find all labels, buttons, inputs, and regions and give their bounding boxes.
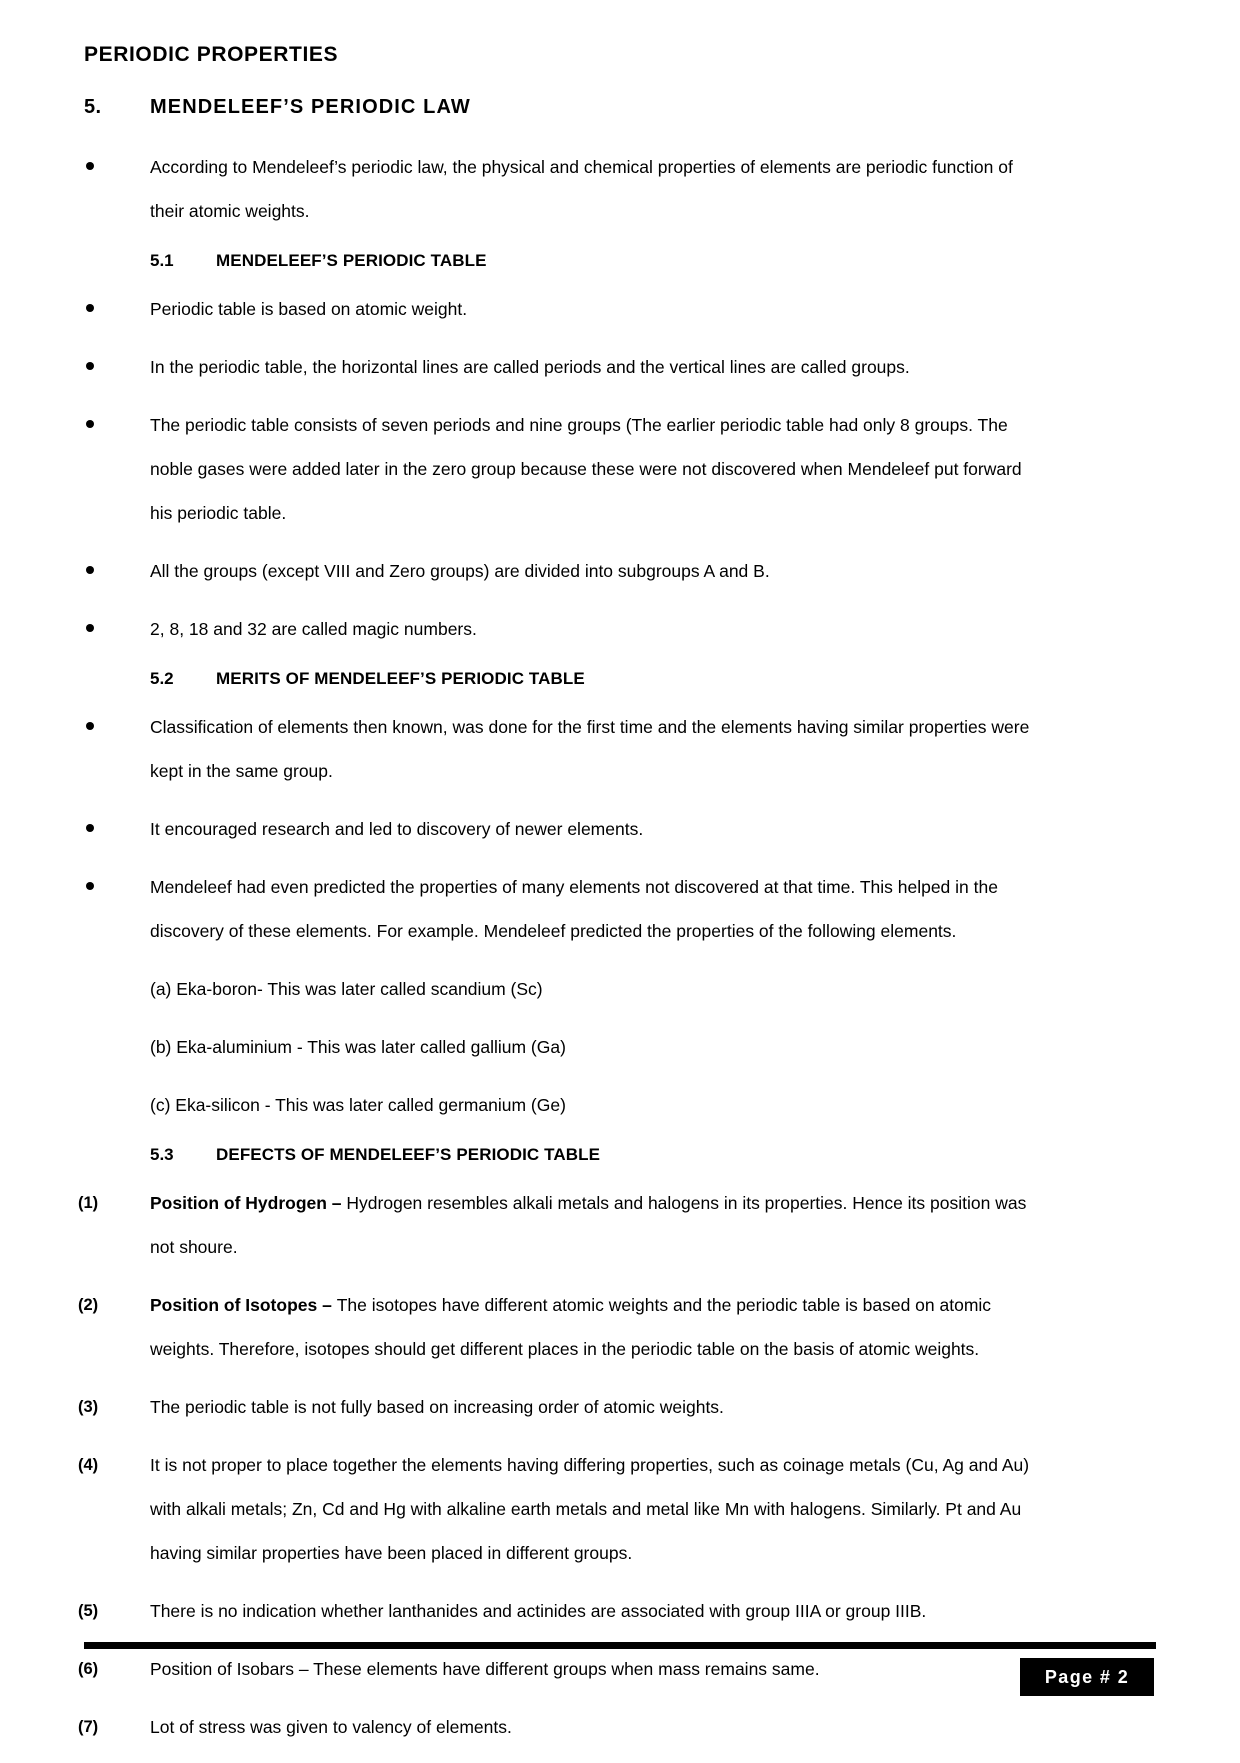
numbered-item-marker: (5) [78, 1602, 99, 1620]
numbered-item-text [150, 1385, 1034, 1429]
document-body [78, 96, 1034, 1763]
numbered-item-marker: (7) [78, 1718, 99, 1736]
numbered-item-text [150, 1443, 1034, 1575]
subsection-title: DEFECTS OF MENDELEEF’S PERIODIC TABLE [216, 1145, 601, 1164]
numbered-item [78, 1705, 1034, 1749]
numbered-item-rest: The isotopes have different atomic weights and the periodic table is based on atomic weights. Therefore, isotopes should get different places in the periodic table on the basis of atomic weights. [150, 1295, 992, 1359]
section-heading [84, 96, 1034, 119]
subsection-title: MENDELEEF’S PERIODIC TABLE [216, 251, 487, 270]
bullet-icon [84, 607, 150, 651]
numbered-item-marker: (2) [78, 1296, 99, 1314]
bullet-icon [84, 705, 150, 749]
subsection-number: 5.3 [150, 1145, 174, 1164]
lettered-item: (c) Eka-silicon - This was later called germanium (Ge) [150, 1095, 566, 1115]
numbered-item-marker: (3) [78, 1398, 99, 1416]
list-item-text: 2, 8, 18 and 32 are called magic numbers. [150, 619, 477, 639]
lettered-item: (b) Eka-aluminium - This was later called gallium (Ga) [150, 1037, 566, 1057]
numbered-item [78, 1385, 1034, 1429]
list-item [84, 287, 1034, 331]
numbered-item-lead: Position of Isotopes – [150, 1295, 337, 1315]
numbered-item [78, 1181, 1034, 1269]
numbered-item [78, 1647, 1034, 1691]
list-item-text: It encouraged research and led to discovery of newer elements. [150, 819, 644, 839]
numbered-item-rest: Lot of stress was given to valency of elements. [150, 1717, 512, 1737]
list-item [84, 705, 1034, 793]
numbered-item [78, 1589, 1034, 1633]
numbered-item-marker: (1) [78, 1194, 99, 1212]
numbered-item-rest: There is no indication whether lanthanides and actinides are associated with group IIIA or group IIIB. [150, 1601, 927, 1621]
list-item-text: Periodic table is based on atomic weight. [150, 299, 468, 319]
list-item [84, 549, 1034, 593]
list-item [84, 403, 1034, 535]
list-item-text: Classification of elements then known, was done for the first time and the elements having similar properties were kept in the same group. [150, 717, 1030, 781]
numbered-item-marker: (4) [78, 1456, 99, 1474]
running-head: PERIODIC PROPERTIES [84, 43, 339, 66]
numbered-item-text [150, 1705, 1034, 1749]
numbered-item-marker: (6) [78, 1660, 99, 1678]
subsection-heading-5-2 [84, 669, 1034, 689]
bullet-icon [84, 865, 150, 909]
bullet-icon [84, 403, 150, 447]
page-number-badge: Page # 2 [1020, 1658, 1154, 1696]
list-item [84, 345, 1034, 389]
numbered-item-text [150, 1283, 1034, 1371]
section-number: 5. [84, 96, 102, 118]
numbered-item-rest: Position of Isobars – These elements have different groups when mass remains same. [150, 1659, 820, 1679]
bullet-icon [84, 807, 150, 851]
subsection-heading-5-3 [84, 1145, 1034, 1165]
subsection-title: MERITS OF MENDELEEF’S PERIODIC TABLE [216, 669, 585, 688]
list-item [84, 145, 1034, 233]
list-item [84, 865, 1034, 953]
list-item [84, 807, 1034, 851]
numbered-item-text [150, 1181, 1034, 1269]
lettered-item: (a) Eka-boron- This was later called scandium (Sc) [150, 979, 543, 999]
list-item [84, 607, 1034, 651]
bullet-icon [84, 549, 150, 593]
list-item-text: All the groups (except VIII and Zero groups) are divided into subgroups A and B. [150, 561, 770, 581]
subsection-heading-5-1 [84, 251, 1034, 271]
list-item-text: In the periodic table, the horizontal lines are called periods and the vertical lines are called groups. [150, 357, 910, 377]
list-item-text: The periodic table consists of seven periods and nine groups (The earlier periodic table had only 8 groups. The noble gases were added later in the zero group because these were not discovered when Mendeleef put forward his periodic table. [150, 415, 1022, 523]
bullet-icon [84, 287, 150, 331]
list-item-text: Mendeleef had even predicted the properties of many elements not discovered at that time. This helped in the discovery of these elements. For example. Mendeleef predicted the properties of the following elements. [150, 877, 998, 941]
bullet-icon [84, 145, 150, 189]
numbered-item-rest: It is not proper to place together the elements having differing properties, such as coinage metals (Cu, Ag and Au) with alkali metals; Zn, Cd and Hg with alkaline earth metals and metal like Mn with halogens. Similarly. Pt and Au having similar properties have been placed in different groups. [150, 1455, 1030, 1563]
list-item-text: According to Mendeleef’s periodic law, the physical and chemical properties of elements are periodic function of their atomic weights. [150, 157, 1013, 221]
numbered-item-text [150, 1647, 1034, 1691]
numbered-item [78, 1443, 1034, 1575]
numbered-item-text [150, 1589, 1034, 1633]
subsection-number: 5.1 [150, 251, 174, 270]
numbered-item-rest: The periodic table is not fully based on increasing order of atomic weights. [150, 1397, 724, 1417]
subsection-number: 5.2 [150, 669, 174, 688]
numbered-item-rest: Hydrogen resembles alkali metals and halogens in its properties. Hence its position was not shoure. [150, 1193, 1027, 1257]
bullet-icon [84, 345, 150, 389]
numbered-item [78, 1283, 1034, 1371]
section-title: MENDELEEF’S PERIODIC LAW [150, 96, 471, 118]
footer-divider [84, 1642, 1156, 1649]
numbered-item-lead: Position of Hydrogen – [150, 1193, 347, 1213]
